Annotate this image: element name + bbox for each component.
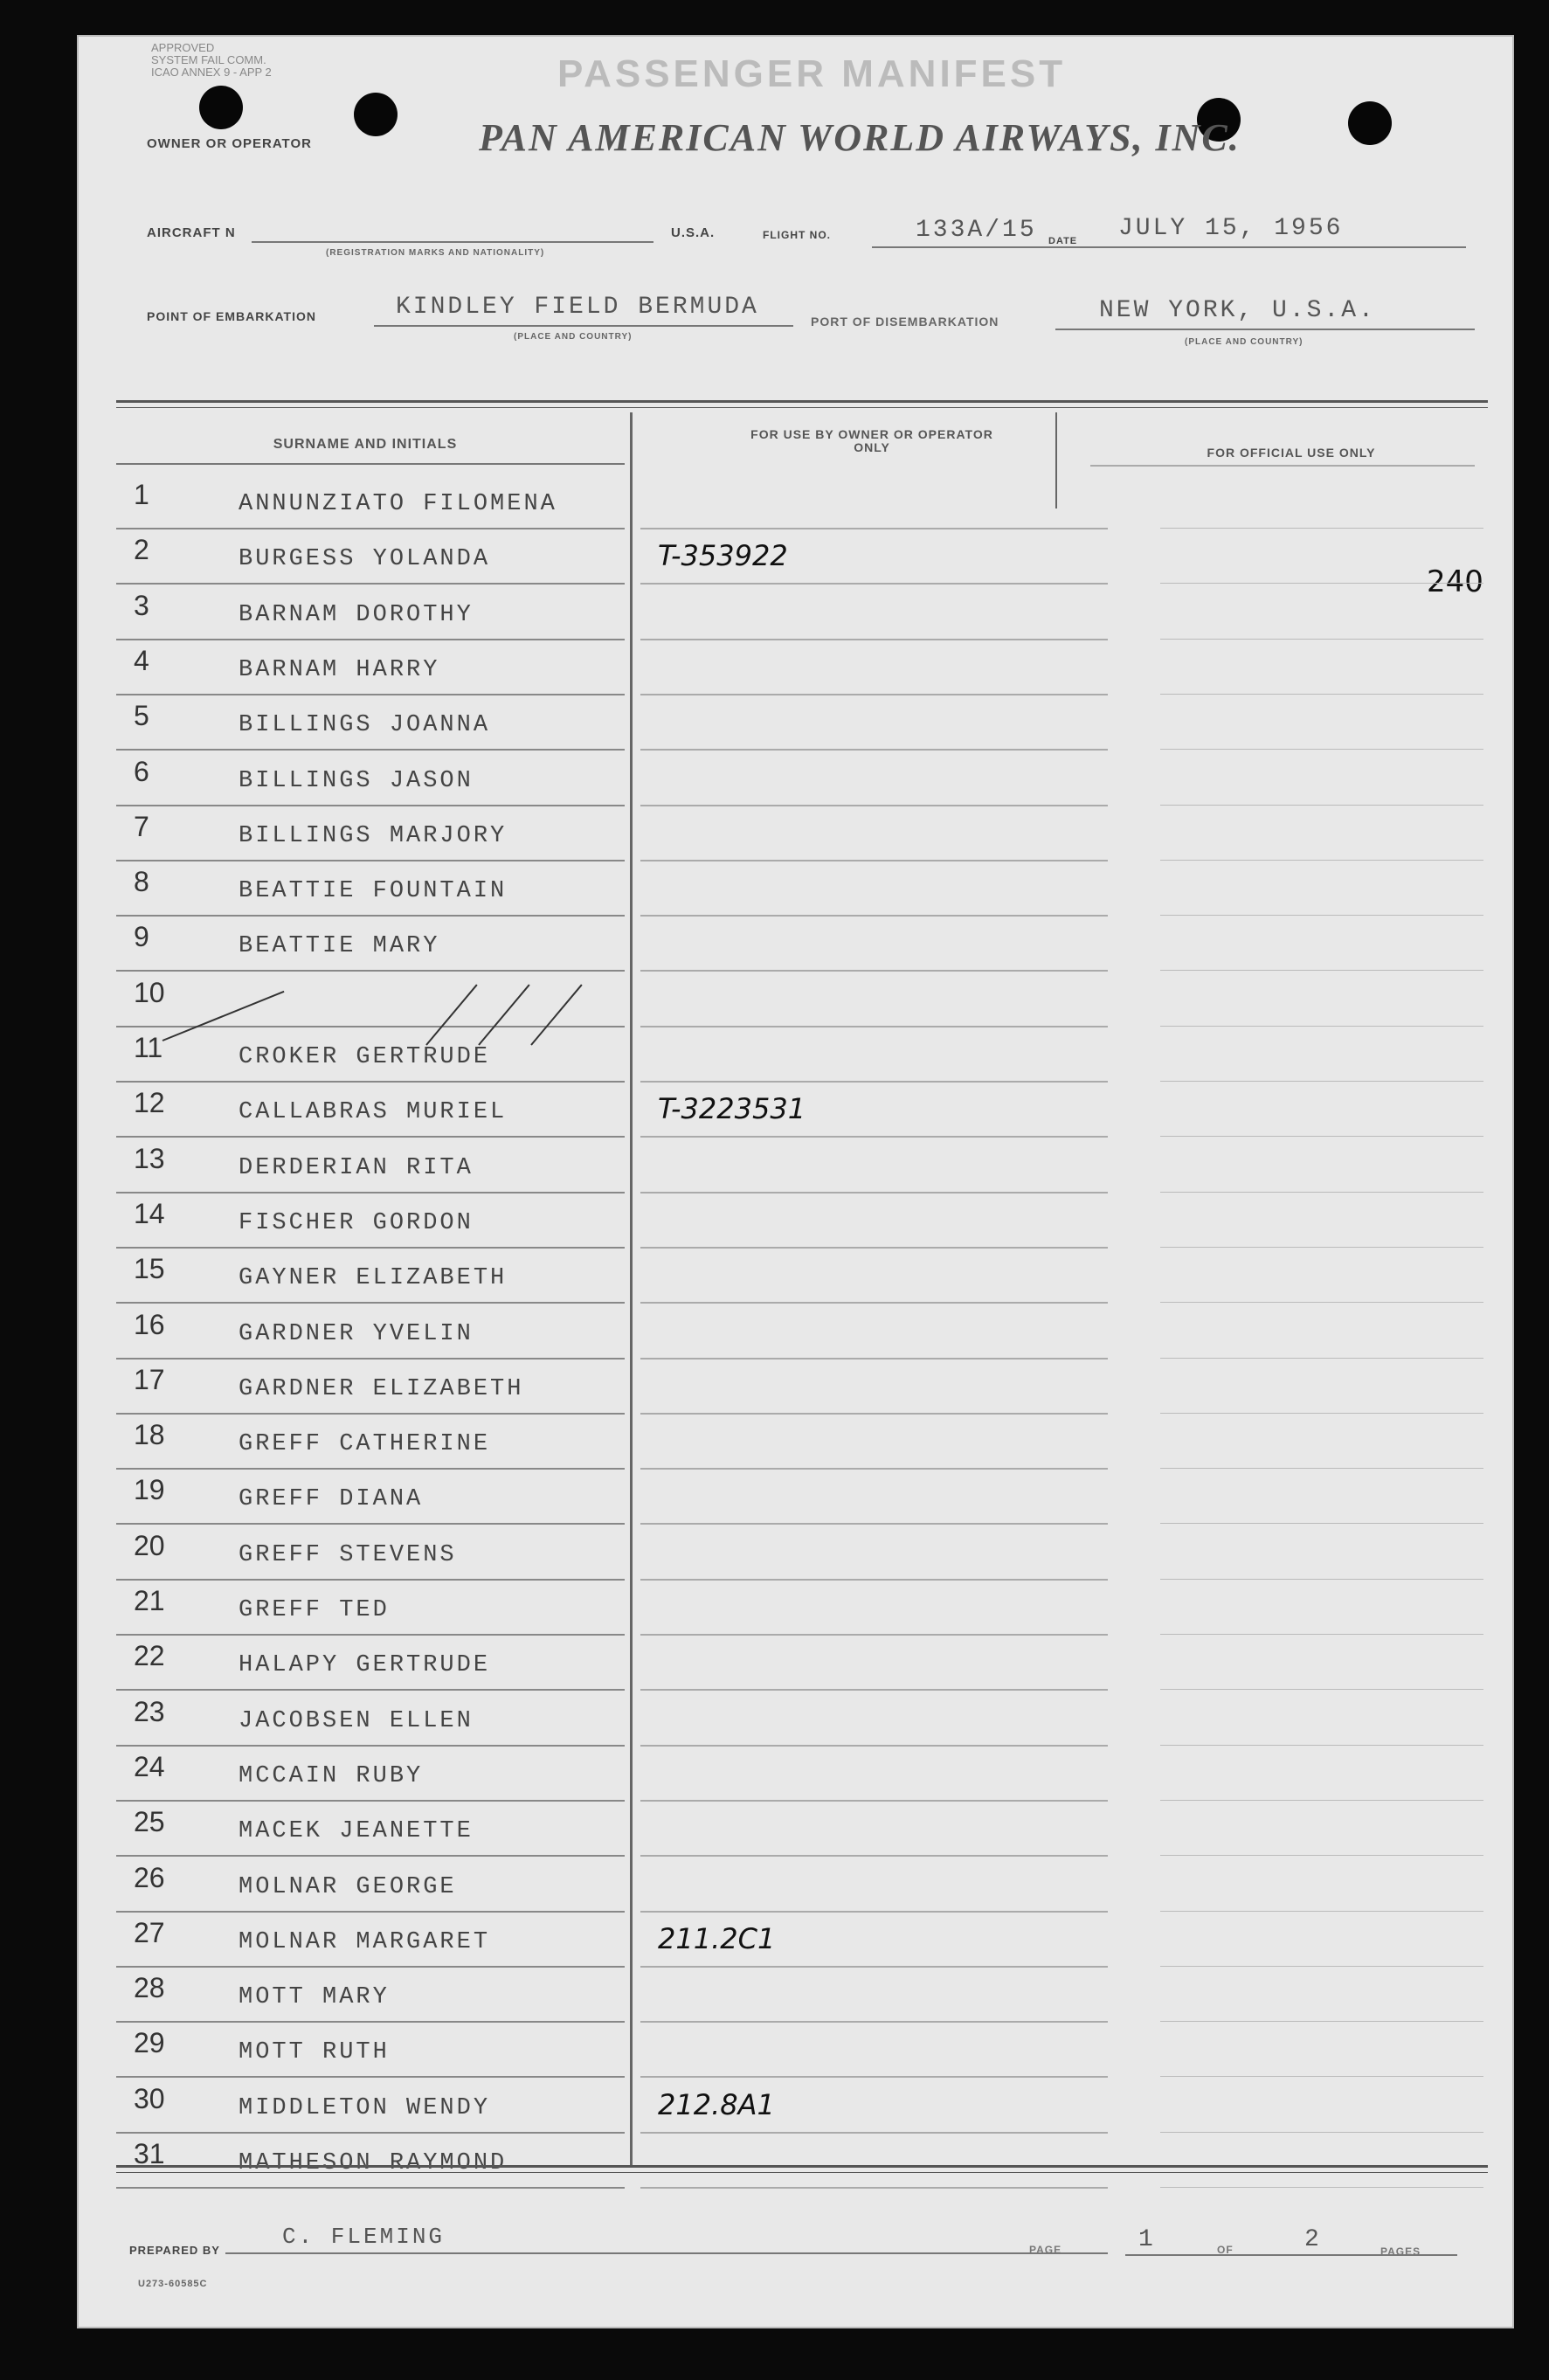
passenger-name: BEATTIE MARY xyxy=(239,933,440,960)
passenger-name: GARDNER ELIZABETH xyxy=(239,1375,524,1402)
approval-stamp xyxy=(151,42,272,79)
passenger-name: MACEK JEANETTE xyxy=(239,1818,474,1845)
operator-name: PAN AMERICAN WORLD AIRWAYS, INC. xyxy=(479,116,1241,159)
date-label: DATE xyxy=(1048,236,1078,246)
row-number: 25 xyxy=(134,1806,165,1838)
row-number: 19 xyxy=(134,1474,165,1506)
approval-line: ICAO ANNEX 9 - APP 2 xyxy=(151,66,272,79)
row-number: 8 xyxy=(134,866,149,898)
passenger-name: GREFF CATHERINE xyxy=(239,1431,491,1458)
margin-note: 240 xyxy=(1427,564,1483,599)
passenger-row xyxy=(77,590,1514,646)
passenger-row xyxy=(77,1087,1514,1143)
row-number: 14 xyxy=(134,1197,165,1229)
passenger-name: DERDERIAN RITA xyxy=(239,1154,474,1181)
passenger-name: CROKER GERTRUDE xyxy=(239,1044,491,1070)
passenger-name: GAYNER ELIZABETH xyxy=(239,1265,508,1292)
passenger-name: MCCAIN RUBY xyxy=(239,1762,424,1789)
page-number: 1 xyxy=(1138,2226,1156,2253)
passenger-name: GREFF TED xyxy=(239,1597,390,1623)
row-number: 1 xyxy=(134,479,149,510)
disembarkation-label: PORT OF DISEMBARKATION xyxy=(811,315,999,329)
row-number: 4 xyxy=(134,644,149,676)
row-number: 2 xyxy=(134,534,149,566)
passenger-name: MOTT MARY xyxy=(239,1984,390,2011)
flight-date: JULY 15, 1956 xyxy=(1118,215,1344,242)
passenger-row xyxy=(77,1640,1514,1696)
aircraft-label: AIRCRAFT N xyxy=(147,225,236,240)
passenger-row xyxy=(77,700,1514,756)
row-number: 21 xyxy=(134,1585,165,1616)
row-number: 13 xyxy=(134,1142,165,1174)
row-number: 3 xyxy=(134,589,149,621)
form-title: PASSENGER MANIFEST xyxy=(557,52,1067,95)
passenger-name: GREFF DIANA xyxy=(239,1486,424,1513)
passenger-row xyxy=(77,1364,1514,1420)
page-total: 2 xyxy=(1304,2226,1322,2253)
punch-hole xyxy=(354,93,398,136)
row-number: 30 xyxy=(134,2082,165,2114)
row-number: 15 xyxy=(134,1253,165,1285)
aircraft-sublabel: (REGISTRATION MARKS AND NATIONALITY) xyxy=(326,248,545,258)
passenger-row xyxy=(77,811,1514,867)
passenger-name: JACOBSEN ELLEN xyxy=(239,1707,474,1734)
passenger-name: BILLINGS JASON xyxy=(239,767,474,794)
ticket-note: 212.8A1 xyxy=(658,2087,775,2121)
punch-hole xyxy=(1348,101,1392,145)
passenger-row xyxy=(77,1419,1514,1475)
row-number: 27 xyxy=(134,1916,165,1948)
embarkation-point: KINDLEY FIELD BERMUDA xyxy=(396,294,759,321)
passenger-name: BEATTIE FOUNTAIN xyxy=(239,878,508,905)
passenger-name: MATHESON RAYMOND xyxy=(239,2150,508,2176)
passenger-row xyxy=(77,1198,1514,1254)
row-number: 6 xyxy=(134,755,149,787)
ticket-note: 211.2C1 xyxy=(658,1921,776,1955)
passenger-row xyxy=(77,1972,1514,2028)
passenger-row xyxy=(77,1585,1514,1641)
passenger-row xyxy=(77,756,1514,812)
prepared-by-label: PREPARED BY xyxy=(129,2244,220,2257)
row-number: 18 xyxy=(134,1419,165,1451)
row-number: 24 xyxy=(134,1750,165,1782)
passenger-row xyxy=(77,645,1514,701)
passenger-name: MOTT RUTH xyxy=(239,2039,390,2066)
passenger-name: ANNUNZIATO FILOMENA xyxy=(239,491,557,517)
names-column-header: SURNAME AND INITIALS xyxy=(273,437,458,452)
passenger-name: BARNAM HARRY xyxy=(239,656,440,683)
embarkation-sublabel: (PLACE AND COUNTRY) xyxy=(514,332,633,342)
passenger-row xyxy=(77,977,1514,1033)
usa-label: U.S.A. xyxy=(671,225,716,240)
flight-label: FLIGHT NO. xyxy=(763,229,831,241)
passenger-name: GREFF STEVENS xyxy=(239,1541,457,1568)
row-number: 17 xyxy=(134,1363,165,1395)
passenger-row xyxy=(77,1806,1514,1862)
page-label: PAGE xyxy=(1029,2244,1062,2256)
approval-line: SYSTEM FAIL COMM. xyxy=(151,53,266,66)
approval-line: APPROVED xyxy=(151,41,215,54)
manifest-sheet xyxy=(77,35,1514,2328)
flight-number: 133A/15 xyxy=(916,217,1037,244)
passenger-name: BILLINGS JOANNA xyxy=(239,712,491,739)
passenger-row xyxy=(77,1143,1514,1199)
form-number: U273-60585C xyxy=(138,2279,208,2289)
passenger-row xyxy=(77,1696,1514,1752)
ticket-note: T-353922 xyxy=(658,539,788,573)
row-number: 31 xyxy=(134,2138,165,2169)
passenger-row xyxy=(77,1862,1514,1918)
passenger-name: BARNAM DOROTHY xyxy=(239,601,474,628)
row-number: 7 xyxy=(134,810,149,842)
passenger-name: MOLNAR GEORGE xyxy=(239,1873,457,1900)
row-number: 11 xyxy=(134,1032,163,1063)
passenger-row xyxy=(77,2083,1514,2139)
prepared-by: C. FLEMING xyxy=(282,2224,446,2250)
passenger-row xyxy=(77,2027,1514,2083)
pages-label: PAGES xyxy=(1380,2245,1421,2258)
passenger-row xyxy=(77,921,1514,977)
passenger-name: MOLNAR MARGARET xyxy=(239,1928,491,1955)
passenger-name: BILLINGS MARJORY xyxy=(239,822,508,849)
passenger-row xyxy=(77,534,1514,590)
row-number: 23 xyxy=(134,1695,165,1727)
passenger-row xyxy=(77,1032,1514,1088)
passenger-row xyxy=(77,1253,1514,1309)
passenger-row xyxy=(77,1917,1514,1973)
passenger-row xyxy=(77,1751,1514,1807)
row-number: 22 xyxy=(134,1640,165,1672)
row-number: 9 xyxy=(134,921,149,953)
row-number: 29 xyxy=(134,2027,165,2059)
passenger-row xyxy=(77,1474,1514,1530)
disembarkation-port: NEW YORK, U.S.A. xyxy=(1099,297,1376,324)
row-number: 16 xyxy=(134,1308,165,1340)
punch-hole xyxy=(199,86,243,129)
passenger-row xyxy=(77,866,1514,922)
owner-use-column-header: FOR USE BY OWNER OR OPERATOR ONLY xyxy=(750,427,993,454)
passenger-name: FISCHER GORDON xyxy=(239,1209,474,1236)
row-number: 10 xyxy=(134,976,165,1008)
ticket-note: T-3223531 xyxy=(658,1092,806,1126)
row-number: 28 xyxy=(134,1972,165,2004)
row-number: 5 xyxy=(134,700,149,732)
official-use-column-header: FOR OFFICIAL USE ONLY xyxy=(1207,446,1376,460)
passenger-row xyxy=(77,479,1514,535)
row-number: 26 xyxy=(134,1861,165,1893)
passenger-name: BURGESS YOLANDA xyxy=(239,546,491,573)
embarkation-label: POINT OF EMBARKATION xyxy=(147,309,316,323)
row-number: 20 xyxy=(134,1529,165,1561)
passenger-name: MIDDLETON WENDY xyxy=(239,2094,491,2121)
passenger-name: GARDNER YVELIN xyxy=(239,1320,474,1347)
row-number: 12 xyxy=(134,1087,165,1119)
of-label: OF xyxy=(1217,2244,1234,2256)
passenger-row xyxy=(77,1530,1514,1586)
disembarkation-sublabel: (PLACE AND COUNTRY) xyxy=(1185,337,1304,347)
passenger-name: HALAPY GERTRUDE xyxy=(239,1652,491,1679)
owner-label: OWNER OR OPERATOR xyxy=(147,136,312,151)
passenger-row xyxy=(77,1309,1514,1365)
passenger-name: CALLABRAS MURIEL xyxy=(239,1099,508,1126)
